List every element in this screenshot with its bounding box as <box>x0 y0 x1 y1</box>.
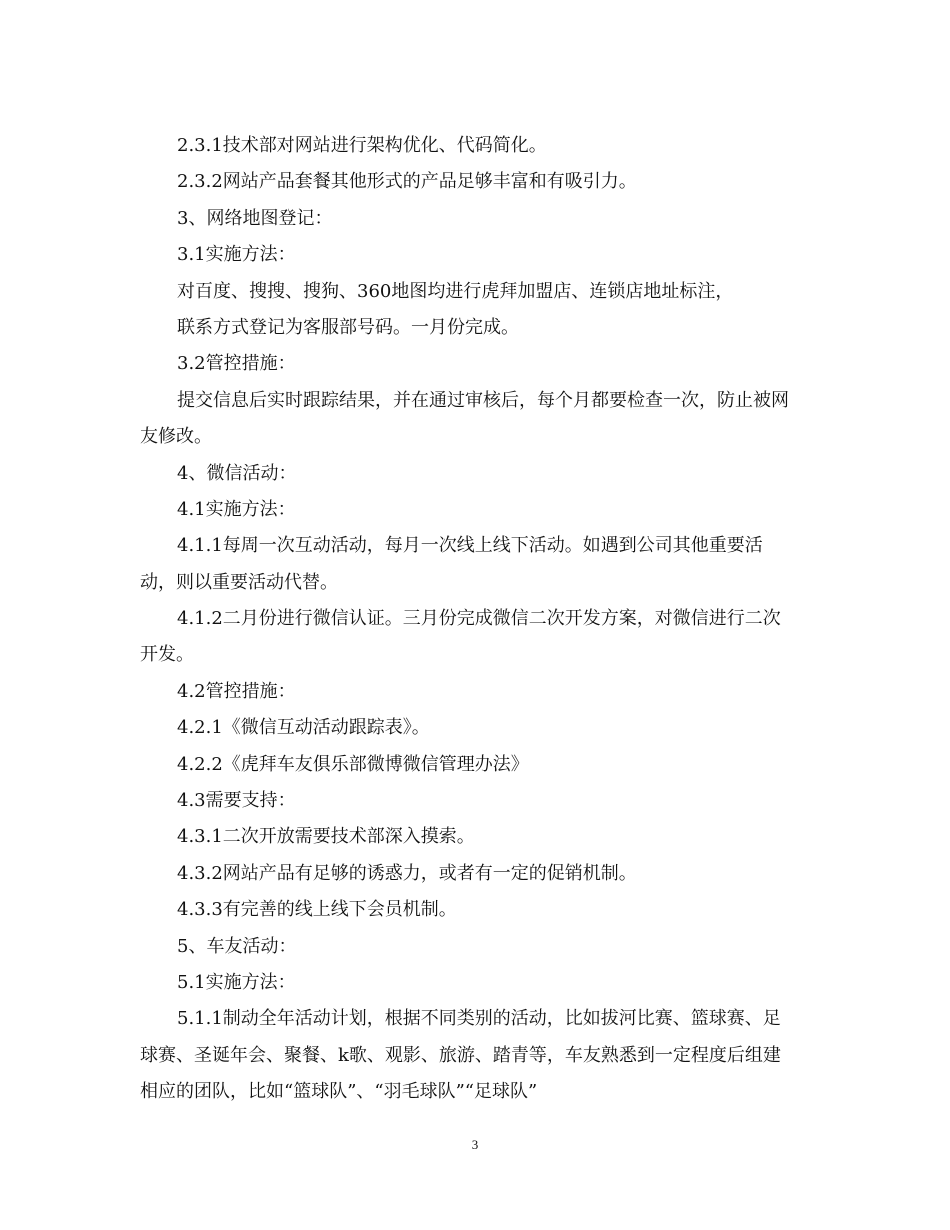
paragraph-line: 4.3.3有完善的线上线下会员机制。 <box>177 899 457 921</box>
paragraph-line: 2.3.1技术部对网站进行架构优化、代码简化。 <box>177 135 547 156</box>
section-heading: 3、网络地图登记： <box>177 207 333 229</box>
page-number: 3 <box>471 1137 479 1152</box>
paragraph-line: 联系方式登记为客服部号码。一月份完成。 <box>177 316 519 338</box>
paragraph-line-continued: 球赛、圣诞年会、聚餐、k歌、观影、旅游、踏青等，车友熟悉到一定程度后组建 <box>140 1044 781 1066</box>
paragraph-line: 4.3.1二次开放需要技术部深入摸索。 <box>177 826 475 848</box>
paragraph-line-continued: 开发。 <box>140 644 194 666</box>
paragraph-line: 4.2.2《虎拜车友俱乐部微博微信管理办法》 <box>177 753 529 775</box>
subsection-heading: 4.3需要支持： <box>177 790 296 812</box>
subsection-heading: 5.1实施方法： <box>177 971 296 993</box>
paragraph-line: 提交信息后实时跟踪结果，并在通过审核后，每个月都要检查一次，防止被网 <box>177 389 789 411</box>
subsection-heading: 4.2管控措施： <box>177 680 296 702</box>
paragraph-line: 5.1.1制动全年活动计划，根据不同类别的活动，比如拔河比赛、篮球赛、足 <box>177 1008 781 1030</box>
subsection-heading: 4.1实施方法： <box>177 498 296 520</box>
document-body <box>140 128 815 1111</box>
paragraph-line: 4.3.2网站产品有足够的诱惑力，或者有一定的促销机制。 <box>177 862 637 884</box>
paragraph-line: 2.3.2网站产品套餐其他形式的产品足够丰富和有吸引力。 <box>177 171 637 193</box>
section-heading: 4、微信活动： <box>177 462 297 484</box>
paragraph-line-continued: 相应的团队，比如“篮球队”、“羽毛球队”“足球队” <box>140 1081 538 1103</box>
paragraph-line-continued: 友修改。 <box>140 426 212 448</box>
paragraph-line: 4.2.1《微信互动活动跟踪表》。 <box>177 717 430 739</box>
paragraph-line: 对百度、搜搜、搜狗、360地图均进行虎拜加盟店、连锁店地址标注， <box>177 280 734 302</box>
subsection-heading: 3.1实施方法： <box>177 244 296 266</box>
paragraph-line: 4.1.1每周一次互动活动，每月一次线上线下活动。如遇到公司其他重要活 <box>177 535 763 557</box>
subsection-heading: 3.2管控措施： <box>177 353 296 375</box>
paragraph-line-continued: 动，则以重要活动代替。 <box>140 571 338 593</box>
paragraph-line: 4.1.2二月份进行微信认证。三月份完成微信二次开发方案，对微信进行二次 <box>177 608 781 630</box>
section-heading: 5、车友活动： <box>177 935 297 957</box>
